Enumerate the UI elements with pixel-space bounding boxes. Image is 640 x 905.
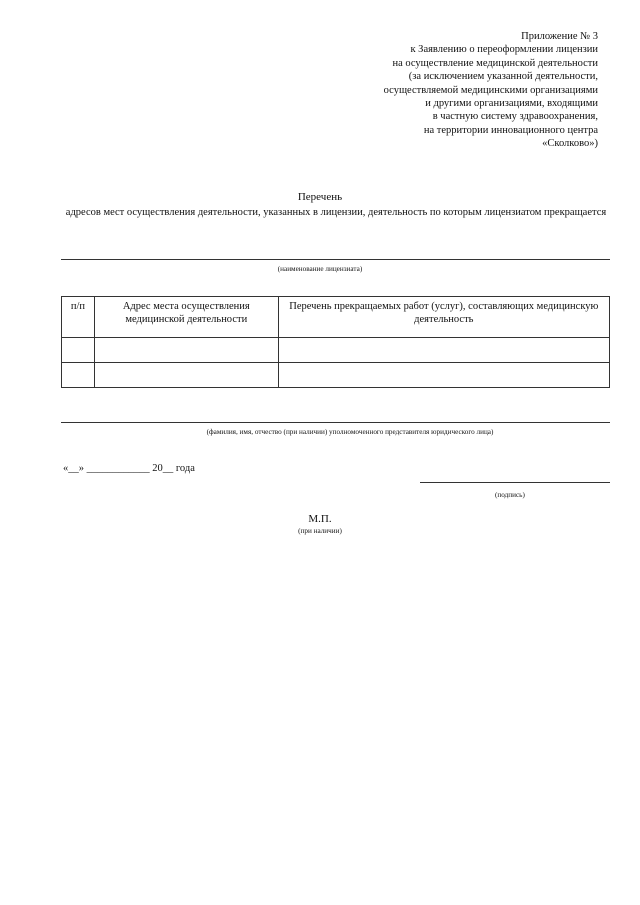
document-title: Перечень <box>297 191 343 203</box>
stamp-note: (при наличии) <box>298 527 342 535</box>
appendix-line: и другими организациями, входящими <box>425 98 598 110</box>
appendix-line: к Заявлению о переоформлении лицензии <box>410 44 598 56</box>
appendix-header <box>298 30 598 151</box>
table-cell[interactable] <box>62 363 95 388</box>
column-header-address: Адрес места осуществления медицинской деятельности <box>94 297 278 338</box>
table-cell[interactable] <box>278 363 609 388</box>
representative-name-line <box>61 422 610 423</box>
date-field: «__» ____________ 20__ года <box>63 463 195 474</box>
column-header-number: п/п <box>62 297 95 338</box>
stamp-label: М.П. <box>308 513 332 525</box>
appendix-line: в частную систему здравоохранения, <box>432 111 598 123</box>
table-cell[interactable] <box>94 338 278 363</box>
representative-caption: (фамилия, имя, отчество (при наличии) уполномоченного представителя юридического лица) <box>206 428 494 436</box>
licensee-caption: (наименование лицензиата) <box>277 265 363 273</box>
address-table <box>61 296 610 388</box>
table-row <box>62 363 610 388</box>
appendix-line: Приложение № 3 <box>521 31 598 42</box>
document-subtitle: адресов мест осуществления деятельности, указанных в лицензии, деятельность по которым лицензиатом прекращается <box>65 207 607 218</box>
appendix-line: на территории инновационного центра <box>423 124 598 136</box>
column-header-works: Перечень прекращаемых работ (услуг), составляющих медицинскую деятельность <box>278 297 609 338</box>
appendix-line: осуществляемой медицинскими организациями <box>383 84 598 96</box>
appendix-line: (за исключением указанной деятельности, <box>408 71 598 83</box>
table-header-row <box>62 297 610 338</box>
signature-line <box>420 482 610 483</box>
signature-caption: (подпись) <box>495 491 525 499</box>
licensee-name-line <box>61 259 610 260</box>
appendix-line: на осуществление медицинской деятельности <box>392 57 598 69</box>
appendix-line: «Сколково») <box>542 138 598 150</box>
table-cell[interactable] <box>62 338 95 363</box>
table-cell[interactable] <box>278 338 609 363</box>
table-cell[interactable] <box>94 363 278 388</box>
table-row <box>62 338 610 363</box>
